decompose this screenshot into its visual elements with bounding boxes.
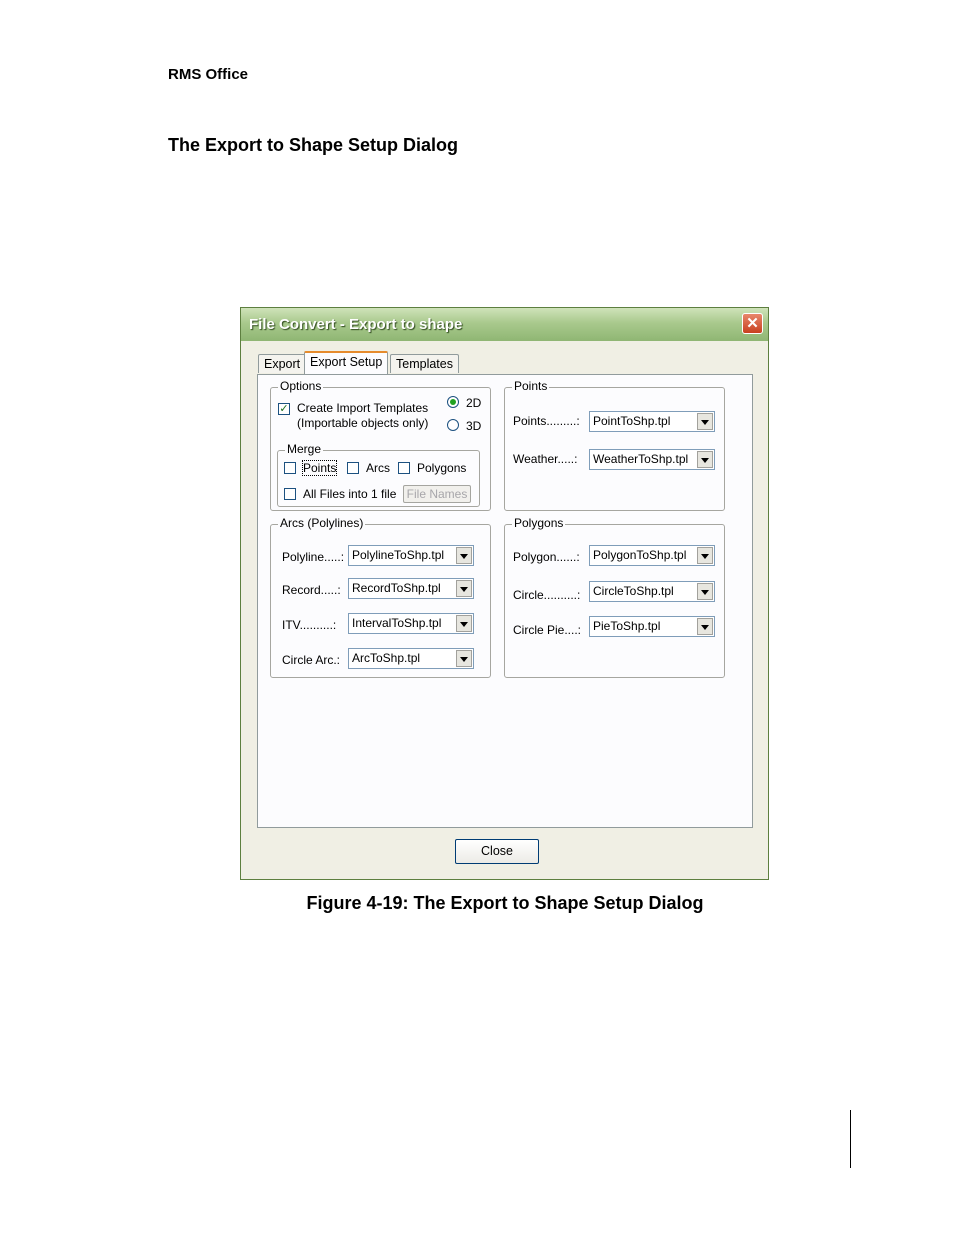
- merge-arcs-checkbox[interactable]: [347, 462, 359, 474]
- merge-arcs-label: Arcs: [366, 461, 390, 475]
- circle-template-value: CircleToShp.tpl: [593, 584, 674, 598]
- points-label: Points.........:: [513, 414, 580, 428]
- chevron-down-icon[interactable]: [456, 580, 472, 597]
- merge-polygons-checkbox[interactable]: [398, 462, 410, 474]
- chevron-down-icon[interactable]: [456, 547, 472, 564]
- radio-3d[interactable]: [447, 419, 459, 431]
- polyline-label: Polyline.....:: [282, 550, 345, 564]
- itv-label: ITV..........:: [282, 618, 337, 632]
- points-template-select[interactable]: [589, 411, 715, 432]
- points-template-value: PointToShp.tpl: [593, 414, 671, 428]
- polygons-group: [504, 516, 725, 678]
- circle-pie-template-select[interactable]: [589, 616, 715, 637]
- record-template-select[interactable]: [348, 578, 474, 599]
- create-import-templates-checkbox[interactable]: ✓: [279, 403, 289, 415]
- merge-group: [277, 442, 480, 507]
- dialog-title: File Convert - Export to shape: [249, 316, 463, 333]
- circle-arc-template-value: ArcToShp.tpl: [352, 651, 421, 665]
- options-legend: Options: [280, 379, 322, 393]
- file-names-button[interactable]: File Names: [403, 485, 471, 503]
- points-group: [504, 379, 725, 511]
- importable-objects-note: (Importable objects only): [297, 416, 429, 430]
- weather-label: Weather.....:: [513, 452, 578, 466]
- merge-legend: Merge: [287, 442, 322, 456]
- all-files-checkbox[interactable]: [284, 488, 296, 500]
- close-button[interactable]: Close: [455, 839, 539, 864]
- record-template-value: RecordToShp.tpl: [352, 581, 441, 595]
- chevron-down-icon[interactable]: [697, 547, 713, 564]
- chevron-down-icon[interactable]: [697, 451, 713, 468]
- radio-2d[interactable]: [447, 396, 459, 408]
- title-bar[interactable]: [241, 308, 768, 341]
- circle-arc-label: Circle Arc.:: [282, 653, 341, 667]
- polygon-template-select[interactable]: [589, 545, 715, 566]
- weather-template-value: WeatherToShp.tpl: [593, 452, 689, 466]
- itv-template-value: IntervalToShp.tpl: [352, 616, 442, 630]
- polygon-template-value: PolygonToShp.tpl: [593, 548, 687, 562]
- polygon-label: Polygon......:: [513, 550, 580, 564]
- section-heading: The Export to Shape Setup Dialog: [168, 135, 459, 155]
- running-header: RMS Office: [168, 66, 249, 83]
- weather-template-select[interactable]: [589, 449, 715, 470]
- circle-template-select[interactable]: [589, 581, 715, 602]
- circle-pie-label: Circle Pie....:: [513, 623, 582, 637]
- points-legend: Points: [514, 379, 548, 393]
- chevron-down-icon[interactable]: [697, 583, 713, 600]
- export-setup-panel: [257, 374, 753, 828]
- tab-export[interactable]: Export: [258, 354, 306, 373]
- merge-points-checkbox[interactable]: [284, 462, 296, 474]
- itv-template-select[interactable]: [348, 613, 474, 634]
- record-label: Record.....:: [282, 583, 341, 597]
- merge-polygons-label: Polygons: [417, 461, 467, 475]
- export-to-shape-dialog: [240, 307, 769, 880]
- options-group: [270, 379, 491, 511]
- merge-points-label: Points: [303, 461, 337, 475]
- close-icon[interactable]: ✕: [742, 313, 763, 334]
- polygons-legend: Polygons: [514, 516, 564, 530]
- all-files-label: All Files into 1 file: [303, 487, 397, 501]
- chevron-down-icon[interactable]: [456, 615, 472, 632]
- chevron-down-icon[interactable]: [697, 618, 713, 635]
- chevron-down-icon[interactable]: [456, 650, 472, 667]
- page-margin-rule: [850, 1110, 851, 1168]
- arcs-legend: Arcs (Polylines): [280, 516, 364, 530]
- radio-2d-label: 2D: [466, 396, 482, 410]
- radio-3d-label: 3D: [466, 419, 482, 433]
- circle-label: Circle..........:: [513, 588, 581, 602]
- radio-selected-dot: [450, 399, 456, 405]
- circle-arc-template-select[interactable]: [348, 648, 474, 669]
- chevron-down-icon[interactable]: [697, 413, 713, 430]
- tab-export-setup[interactable]: Export Setup: [304, 351, 388, 374]
- polyline-template-value: PolylineToShp.tpl: [352, 548, 445, 562]
- figure-caption: Figure 4-19: The Export to Shape Setup Dialog: [306, 893, 704, 913]
- tab-templates[interactable]: Templates: [390, 354, 459, 373]
- arcs-group: [270, 516, 491, 678]
- circle-pie-template-value: PieToShp.tpl: [593, 619, 661, 633]
- create-import-templates-label: Create Import Templates: [297, 401, 429, 415]
- polyline-template-select[interactable]: [348, 545, 474, 566]
